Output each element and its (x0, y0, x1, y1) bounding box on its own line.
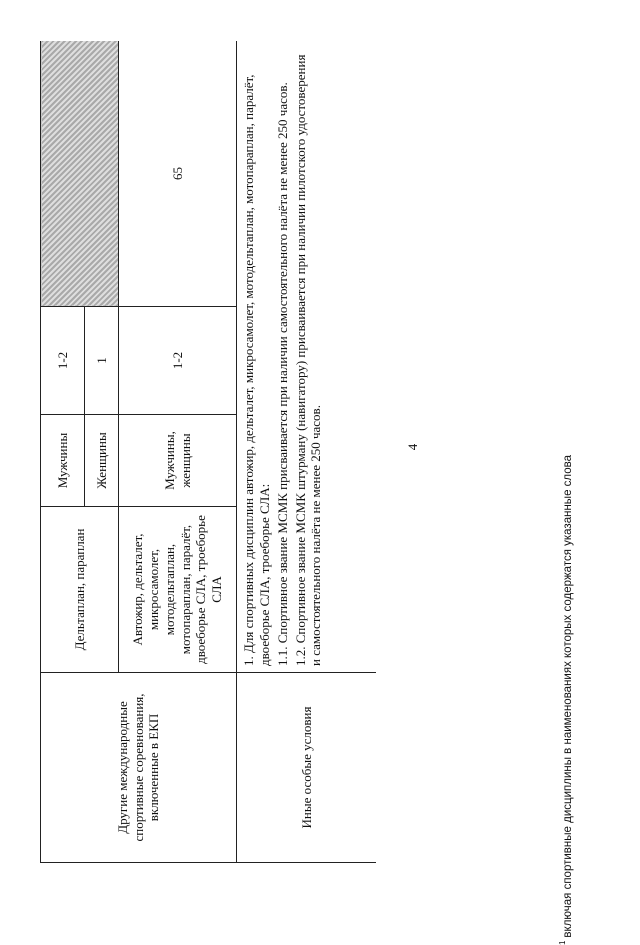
rotated-table-content (40, 41, 376, 863)
condition-line: 1.2. Спортивное звание МСМК штурману (навигатору) присваивается при наличии пилотского удостоверения и самостоятельного налёта не менее 250 часов. (292, 54, 324, 666)
place-cell: 1-2 (41, 307, 85, 415)
condition-line: 1.1. Спортивное звание МСМК присваивается при наличии самостоятельного налёта не менее 250 часов. (274, 82, 290, 666)
conditions-text-cell (237, 41, 377, 673)
rotated-table-frame (40, 41, 376, 863)
category-cell: Другие международные спортивные соревнования, включенные в ЕКП (41, 673, 237, 863)
hatched-cell (41, 41, 119, 307)
gender-cell: Мужчины (41, 415, 85, 507)
discipline-cell: Автожир, дельталет, микросамолет, мотодельтаплан, мотопараплан, паралёт, двоеборье СЛА, троеборье СЛА (119, 507, 237, 673)
table-row (237, 41, 377, 863)
gender-cell: Мужчины, женщины (119, 415, 237, 507)
conditions-label-cell: Иные особые условия (237, 673, 377, 863)
footnote-marker: 1 (558, 940, 567, 945)
page-number: 4 (405, 443, 420, 451)
footnote-text: включая спортивные дисциплины в наименованиях которых содержатся указанные слова (562, 454, 574, 938)
discipline-cell: Дельтаплан, параплан (41, 507, 119, 673)
place-cell: 1-2 (119, 307, 237, 415)
condition-line: 1. Для спортивных дисциплин автожир, дельталет, микросамолет, мотодельтаплан, мотопараплан, паралёт, двоеборье СЛА, троеборье СЛА: (241, 74, 272, 666)
table-row (41, 41, 85, 863)
place-cell: 1 (85, 307, 119, 415)
value-cell: 65 (119, 41, 237, 307)
standards-table (40, 41, 376, 863)
footnote (558, 455, 574, 945)
gender-cell: Женщины (85, 415, 119, 507)
